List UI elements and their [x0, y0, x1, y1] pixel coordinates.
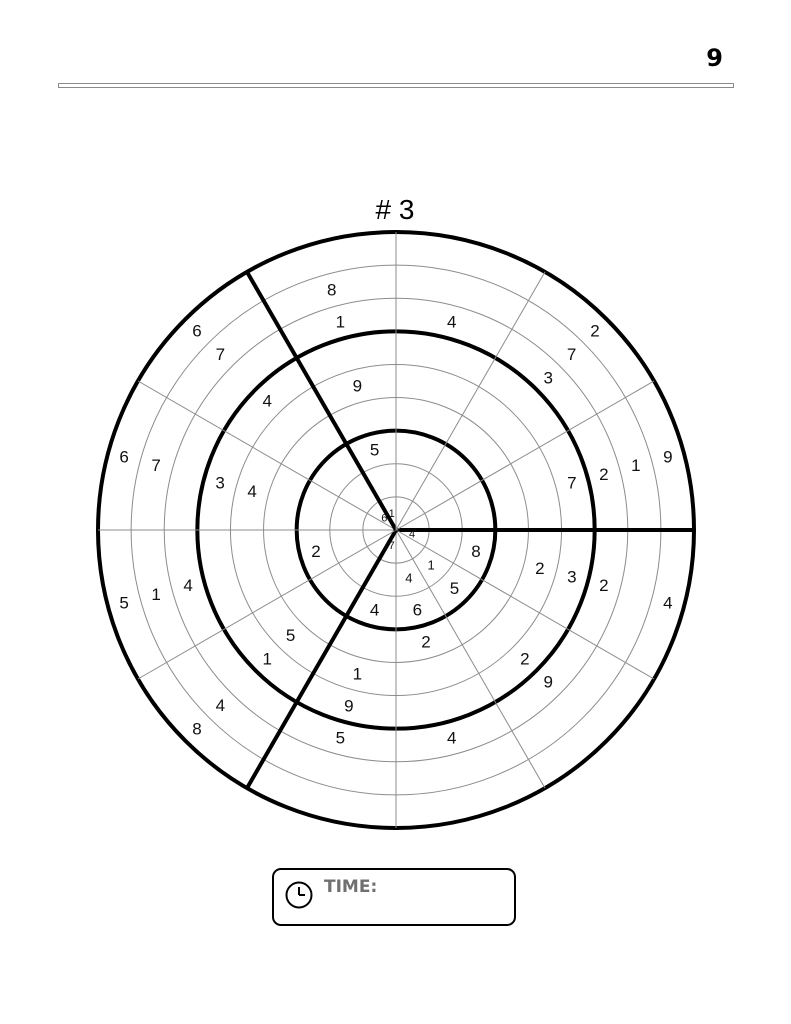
cell-number: 4: [369, 600, 380, 620]
cell-number: 5: [449, 579, 460, 598]
cell-number: 1: [335, 312, 346, 332]
cell-number: 6: [412, 600, 423, 620]
cell-number: 1: [151, 584, 161, 604]
cell-number: 4: [405, 570, 413, 586]
cell-number: 2: [590, 321, 600, 341]
cell-number: 7: [567, 473, 577, 493]
cell-number: 4: [663, 593, 673, 613]
cell-number: 1: [388, 508, 395, 520]
cell-number: 3: [215, 473, 225, 493]
clock-icon: [284, 880, 314, 910]
cell-number: 4: [262, 391, 272, 411]
cell-number: 3: [567, 567, 577, 587]
cell-number: 1: [631, 456, 641, 476]
cell-number: 2: [520, 649, 530, 669]
cell-number: 7: [151, 456, 161, 476]
page-number: 9: [706, 44, 723, 72]
cell-number: 7: [566, 344, 577, 364]
grid-lines: [98, 232, 694, 828]
time-label: TIME:: [324, 877, 378, 897]
cell-number: 4: [446, 728, 457, 748]
cell-number: 8: [192, 719, 202, 739]
cell-number: 5: [369, 440, 380, 460]
cell-number: 4: [247, 481, 257, 501]
cell-number: 4: [446, 312, 457, 332]
cell-number: 6: [119, 447, 129, 467]
cell-number: 3: [543, 368, 553, 388]
cell-number: 2: [535, 559, 545, 579]
puzzle-title: # 3: [375, 194, 415, 225]
cell-number: 2: [599, 464, 609, 484]
cell-number: 6: [381, 512, 388, 525]
cell-number: 7: [388, 540, 395, 552]
cell-number: 9: [344, 696, 354, 716]
cell-number: 9: [352, 376, 363, 396]
cell-number: 9: [543, 672, 553, 692]
cell-number: 1: [352, 664, 363, 684]
cell-number: 2: [421, 632, 431, 652]
cell-number: 2: [599, 576, 609, 596]
cell-number: 8: [471, 541, 481, 561]
cell-number: 1: [427, 557, 435, 573]
cell-number: 4: [183, 576, 193, 596]
cell-number: 2: [311, 541, 321, 561]
cell-number: 9: [663, 447, 673, 467]
cell-number: 5: [119, 593, 129, 613]
cell-number: 5: [335, 728, 346, 748]
cell-number: 4: [408, 528, 416, 541]
cell-number: 5: [285, 625, 296, 645]
cell-number: 7: [215, 344, 226, 364]
time-box[interactable]: [272, 868, 516, 926]
cell-number: 1: [262, 649, 272, 669]
cell-number: 4: [215, 696, 226, 716]
cell-number: 6: [192, 321, 202, 341]
cell-number: 8: [326, 280, 337, 300]
